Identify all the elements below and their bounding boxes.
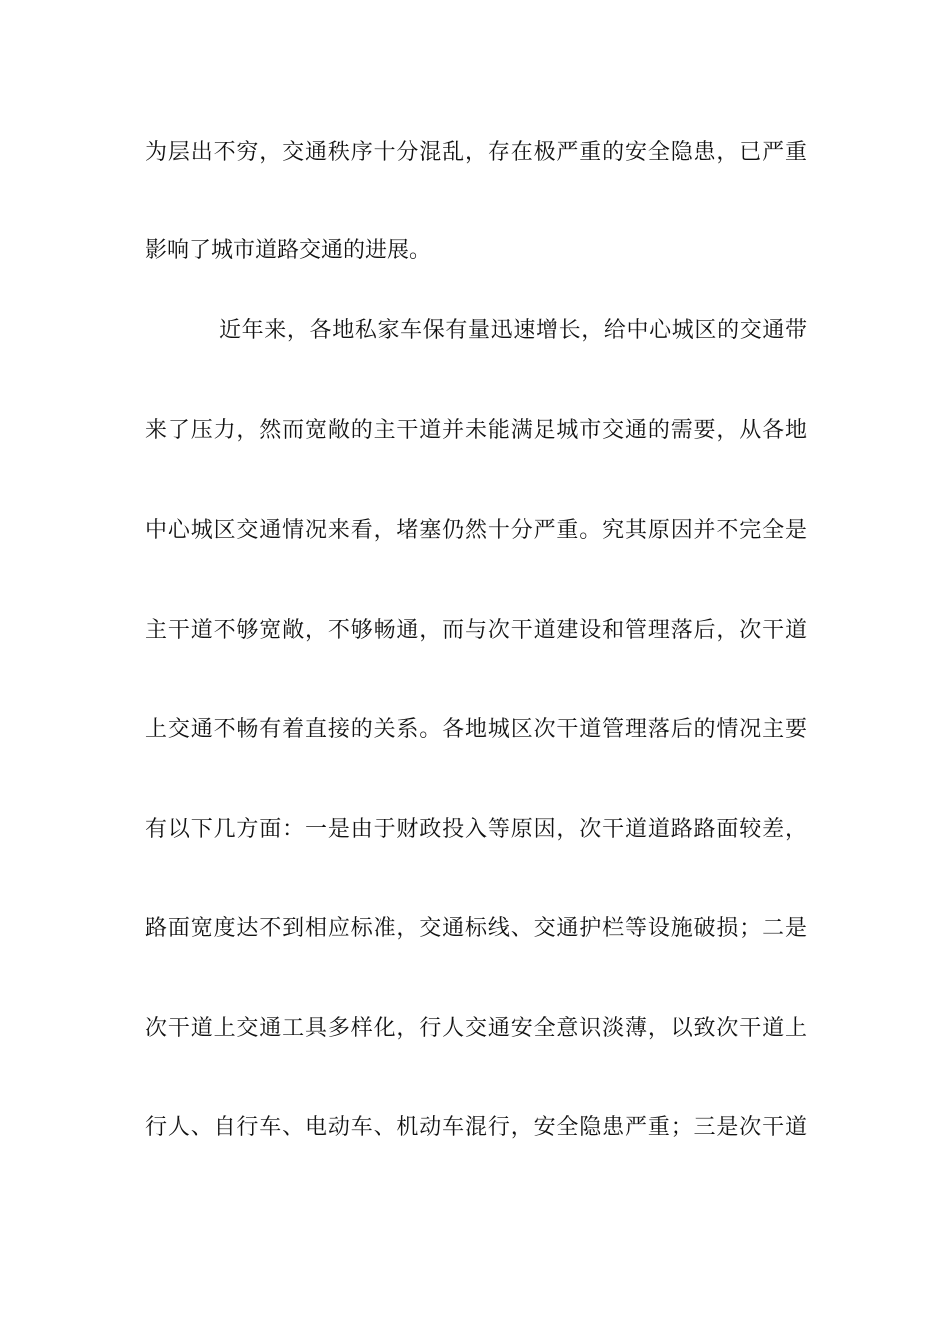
text-line: 行人、自行车、电动车、机动车混行，安全隐患严重；三是次干道 (145, 1115, 807, 1140)
text-line: 中心城区交通情况来看，堵塞仍然十分严重。究其原因并不完全是 (145, 518, 807, 543)
text-line: 来了压力，然而宽敞的主干道并未能满足城市交通的需要，从各地 (145, 418, 807, 443)
text-line: 上交通不畅有着直接的关系。各地城区次干道管理落后的情况主要 (145, 717, 807, 742)
text-line: 为层出不穷，交通秩序十分混乱，存在极严重的安全隐患，已严重 (145, 140, 807, 165)
text-line: 影响了城市道路交通的进展。 (145, 238, 432, 263)
text-line: 路面宽度达不到相应标准，交通标线、交通护栏等设施破损；二是 (145, 916, 807, 941)
text-line: 有以下几方面：一是由于财政投入等原因，次干道道路路面较差， (145, 817, 807, 842)
paragraph-first-line: 近年来，各地私家车保有量迅速增长，给中心城区的交通带 (219, 318, 807, 343)
text-line: 主干道不够宽敞，不够畅通，而与次干道建设和管理落后，次干道 (145, 618, 807, 643)
text-line: 次干道上交通工具多样化，行人交通安全意识淡薄，以致次干道上 (145, 1016, 807, 1041)
